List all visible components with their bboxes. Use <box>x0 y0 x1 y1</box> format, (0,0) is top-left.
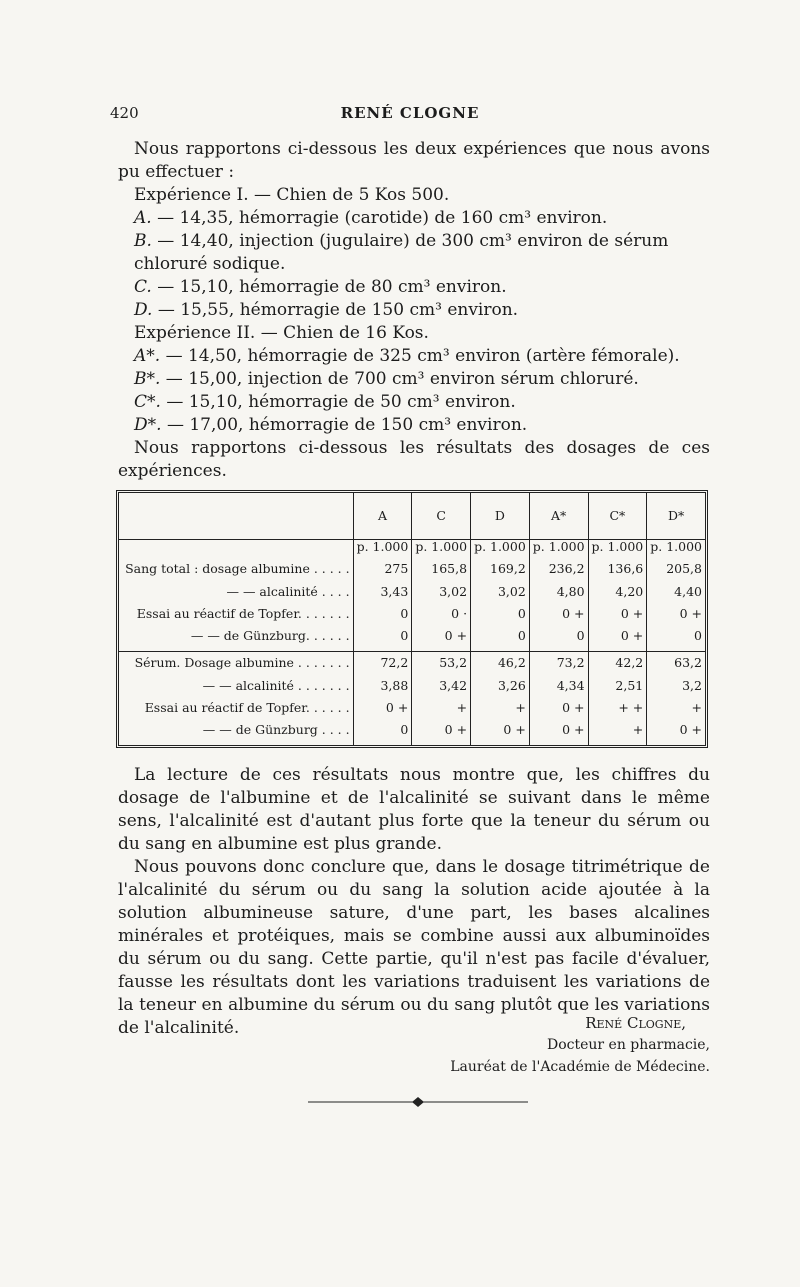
table-cell: 0 <box>647 629 705 652</box>
experiment-2-list <box>118 345 710 437</box>
row-label: — — de Günzburg . . . . <box>119 723 353 745</box>
table-cell: 0 + <box>647 607 705 629</box>
table-cell: 72,2 <box>353 656 412 678</box>
experiment-item <box>118 345 710 368</box>
unit-cell: p. 1.000 <box>353 540 412 563</box>
table-row <box>119 656 705 678</box>
table-row <box>119 701 705 723</box>
author-name: René Clogne, <box>585 1014 686 1032</box>
table-cell: 0 + <box>529 701 588 723</box>
row-label: Essai au réactif de Topfer. . . . . . . <box>119 607 353 629</box>
table-cell: 3,2 <box>647 679 705 701</box>
experiment-item <box>118 276 710 299</box>
table-cell: 0 + <box>647 723 705 745</box>
table-cell: 0 <box>353 607 412 629</box>
unit-row <box>119 540 705 563</box>
table-cell: 205,8 <box>647 562 705 584</box>
table-cell: 0 · <box>412 607 471 629</box>
table-cell: 0 + <box>588 607 647 629</box>
page-header <box>110 104 710 126</box>
experiment-2-title: Expérience II. — Chien de 16 Kos. <box>134 323 429 343</box>
table-cell: 0 <box>471 607 530 629</box>
conclusion-paragraph-1: La lecture de ces résultats nous montre que, les chiffres du dosage de l'albumine et de l'alcalinité se suivant dans le même sens, l'alcalinité est d'autant plus forte que la teneur du sérum ou du sang en albumine est plus grande. <box>118 765 710 854</box>
unit-row-label-cell <box>119 540 353 563</box>
running-title: RENÉ CLOGNE <box>340 104 480 122</box>
unit-cell: p. 1.000 <box>412 540 471 563</box>
experiment-item-label: C. <box>134 277 152 297</box>
signature-block <box>440 1012 710 1078</box>
column-header: D* <box>647 493 705 540</box>
unit-cell: p. 1.000 <box>588 540 647 563</box>
experiment-item-text: — 15,10, hémorragie de 50 cm³ environ. <box>160 392 516 412</box>
experiment-item <box>118 207 710 230</box>
experiment-item-text: — 14,35, hémorragie (carotide) de 160 cm³ environ. <box>151 208 608 228</box>
row-label: — — alcalinité . . . . <box>119 585 353 607</box>
intro-opening: Nous rapportons ci-dessous les deux expériences que nous avons pu effectuer : <box>118 139 710 182</box>
table-cell: 165,8 <box>412 562 471 584</box>
experiment-1-list <box>118 207 710 322</box>
table-cell: 0 + <box>353 701 412 723</box>
unit-cell: p. 1.000 <box>647 540 705 563</box>
table-cell: 4,34 <box>529 679 588 701</box>
table-row <box>119 585 705 607</box>
experiment-item-text: — 15,10, hémorragie de 80 cm³ environ. <box>151 277 507 297</box>
experiment-item-label: A*. <box>134 346 161 366</box>
experiment-item-label: D. <box>134 300 153 320</box>
experiment-item-label: D*. <box>134 415 162 435</box>
table-cell: 2,51 <box>588 679 647 701</box>
column-header: A <box>353 493 412 540</box>
table-cell: 236,2 <box>529 562 588 584</box>
table-cell: 3,42 <box>412 679 471 701</box>
experiment-item <box>118 414 710 437</box>
table-cell: 53,2 <box>412 656 471 678</box>
row-label: Sang total : dosage albumine . . . . . <box>119 562 353 584</box>
table-row <box>119 607 705 629</box>
experiment-item-label: C*. <box>134 392 161 412</box>
table-cell: 275 <box>353 562 412 584</box>
row-label: — — alcalinité . . . . . . . <box>119 679 353 701</box>
experiment-item <box>118 368 710 391</box>
table-cell: 4,20 <box>588 585 647 607</box>
results-table-frame <box>116 490 708 748</box>
table-cell: 169,2 <box>471 562 530 584</box>
row-label: Essai au réactif de Topfer. . . . . . <box>119 701 353 723</box>
table-cell: 46,2 <box>471 656 530 678</box>
table-cell: + <box>412 701 471 723</box>
table-cell: 0 + <box>412 723 471 745</box>
page-number: 420 <box>110 104 139 122</box>
table-cell: + <box>588 723 647 745</box>
table-cell: + <box>647 701 705 723</box>
experiment-item-text: — 15,00, injection de 700 cm³ environ sérum chloruré. <box>160 369 639 389</box>
conclusion-section <box>118 764 710 1040</box>
experiment-item-text: — 17,00, hémorragie de 150 cm³ environ. <box>161 415 528 435</box>
table-cell: 3,02 <box>412 585 471 607</box>
unit-cell: p. 1.000 <box>471 540 530 563</box>
table-cell: 42,2 <box>588 656 647 678</box>
table-cell: 0 + <box>471 723 530 745</box>
column-header: C <box>412 493 471 540</box>
experiment-item-text: — 15,55, hémorragie de 150 cm³ environ. <box>152 300 519 320</box>
table-cell: 0 + <box>529 607 588 629</box>
table-cell: 0 + <box>588 629 647 652</box>
experiment-item <box>118 230 710 276</box>
table-cell: 3,43 <box>353 585 412 607</box>
table-cell: + <box>471 701 530 723</box>
table-cell: 0 + <box>412 629 471 652</box>
table-row <box>119 679 705 701</box>
table-cell: + + <box>588 701 647 723</box>
column-header: D <box>471 493 530 540</box>
column-header: A* <box>529 493 588 540</box>
table-cell: 0 <box>353 629 412 652</box>
table-corner-cell <box>119 493 353 540</box>
experiment-item-label: B*. <box>134 369 161 389</box>
experiment-item-text: — 14,50, hémorragie de 325 cm³ environ (artère fémorale). <box>160 346 680 366</box>
table-cell: 0 + <box>529 723 588 745</box>
table-header-row <box>119 493 705 540</box>
table-cell: 63,2 <box>647 656 705 678</box>
experiment-item <box>118 299 710 322</box>
table-cell: 0 <box>353 723 412 745</box>
results-intro: Nous rapportons ci-dessous les résultats des dosages de ces expériences. <box>118 438 710 481</box>
unit-cell: p. 1.000 <box>529 540 588 563</box>
column-header: C* <box>588 493 647 540</box>
intro-section <box>118 138 710 483</box>
table-row <box>119 629 705 652</box>
table-cell: 0 <box>471 629 530 652</box>
table-cell: 3,88 <box>353 679 412 701</box>
table-body <box>119 540 705 746</box>
table-cell: 73,2 <box>529 656 588 678</box>
table-cell: 3,26 <box>471 679 530 701</box>
experiment-1-title: Expérience I. — Chien de 5 Kos 500. <box>134 185 450 205</box>
table-cell: 0 <box>529 629 588 652</box>
experiment-item-label: B. <box>134 231 152 251</box>
table-cell: 136,6 <box>588 562 647 584</box>
author-title: Docteur en pharmacie, <box>546 1037 710 1053</box>
end-ornament-icon <box>308 1096 528 1108</box>
table-cell: 4,40 <box>647 585 705 607</box>
table-cell: 3,02 <box>471 585 530 607</box>
results-table <box>119 493 705 745</box>
experiment-item-label: A. <box>134 208 152 228</box>
conclusion-paragraph-2: Nous pouvons donc conclure que, dans le dosage titrimétrique de l'alcalinité du sérum ou du sang la solution acide ajoutée à la solution albumineuse sature, d'une part, les bases alcalines minérales et protéiques, mais se combine aussi aux albuminoïdes du sérum ou du sang. Cette partie, qu'il n'est pas facile d'évaluer, fausse les résultats dont les variations traduisent les variations de la teneur en albumine du sérum ou du sang plutôt que les variations de l'alcalinité. <box>118 857 710 1038</box>
row-label: Sérum. Dosage albumine . . . . . . . <box>119 656 353 678</box>
table-cell: 4,80 <box>529 585 588 607</box>
experiment-item-text: — 14,40, injection (jugulaire) de 300 cm³ environ de sérum chloruré sodique. <box>134 231 669 274</box>
author-honor: Lauréat de l'Académie de Médecine. <box>450 1059 710 1075</box>
table-row <box>119 723 705 745</box>
experiment-item <box>118 391 710 414</box>
table-row <box>119 562 705 584</box>
row-label: — — de Günzburg. . . . . . <box>119 629 353 652</box>
